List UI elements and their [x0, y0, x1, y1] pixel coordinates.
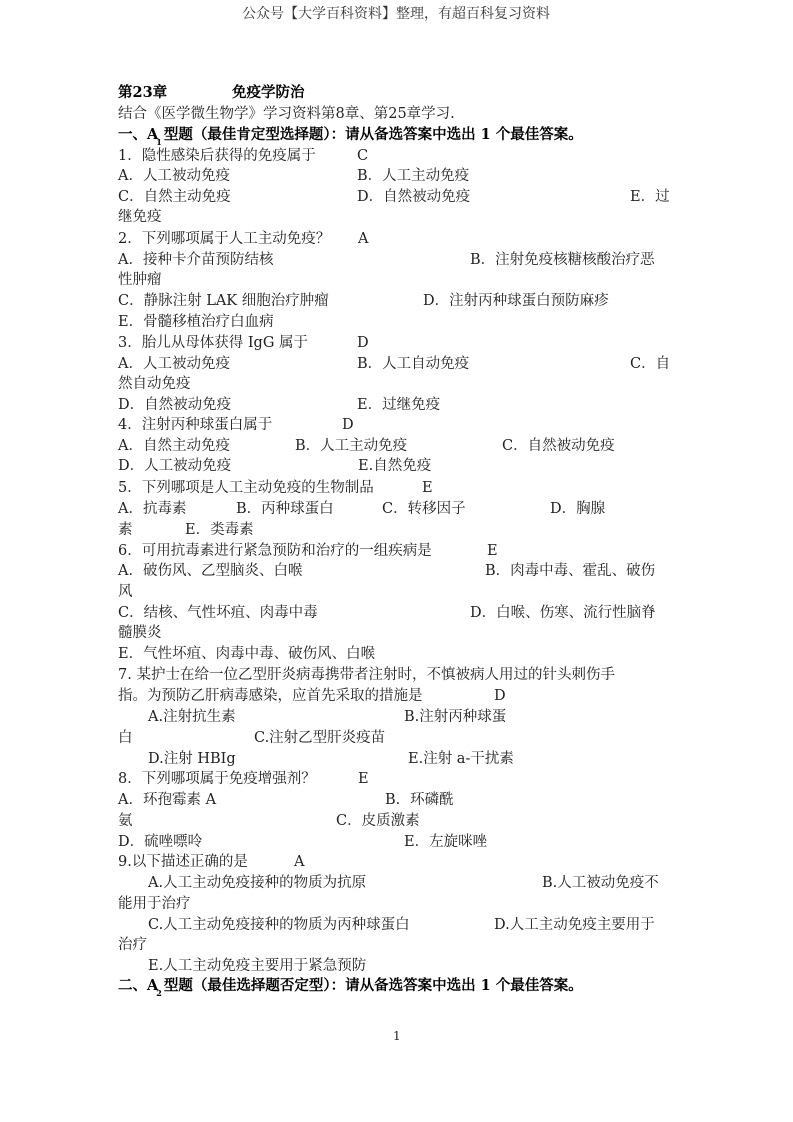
q3-option-c: C．自 [630, 356, 671, 372]
q6-option-b-cont: 风 [118, 584, 133, 600]
q9-option-d: D.人工主动免疫主要用于 [494, 917, 655, 933]
q7-option-e: E.注射 a-干扰素 [408, 751, 514, 767]
q8-option-d: D．硫唑嘌呤 [118, 834, 203, 850]
q5-stem: 5．下列哪项是人工主动免疫的生物制品 [118, 480, 374, 496]
page-number: 1 [393, 1029, 401, 1043]
q1-option-b: B．人工主动免疫 [357, 168, 470, 184]
q5-option-a: A．抗毒素 [118, 501, 187, 517]
chapter-number: 第23章 [118, 84, 168, 101]
q8-option-b: B．环磷酰 [385, 792, 454, 808]
q7-stem: 7. 某护士在给一位乙型肝炎病毒携带者注射时，不慎被病人用过的针头刺伤手 [118, 667, 615, 683]
q1-answer: C [357, 148, 369, 164]
q2-answer: A [358, 231, 369, 247]
q7-option-a: A.注射抗生素 [148, 709, 236, 725]
q2-option-b-cont: 性肿瘤 [118, 272, 162, 288]
q8-option-b-cont: 氨 [118, 813, 133, 829]
section2-rest: 型题（最佳选择题否定型）：请从备选答案中选出 1 个最佳答案。 [163, 977, 583, 994]
q9-option-b-cont: 能用于治疗 [118, 896, 191, 912]
q3-option-c-cont: 然自动免疫 [118, 376, 191, 392]
q9-answer: A [294, 854, 305, 870]
q5-option-d: D．胸腺 [550, 501, 606, 517]
q1-option-a: A．人工被动免疫 [118, 168, 230, 184]
q1-stem: 1．隐性感染后获得的免疫属于 [118, 148, 316, 164]
q7-option-c: C.注射乙型肝炎疫苗 [254, 730, 386, 746]
q3-option-e: E．过继免疫 [357, 397, 441, 413]
q3-stem: 3．胎儿从母体获得 IgG 属于 [118, 335, 309, 351]
q3-option-b: B．人工自动免疫 [357, 356, 470, 372]
q7-option-b: B.注射丙种球蛋 [404, 709, 507, 725]
q1-option-e: E．过 [630, 189, 670, 205]
q6-option-c: C．结核、气性坏疽、肉毒中毒 [118, 605, 318, 621]
q3-answer: D [357, 335, 369, 351]
section2-subscript: 2 [156, 988, 162, 998]
q7-option-b-cont: 白 [118, 730, 133, 746]
q6-stem: 6．可用抗毒素进行紧急预防和治疗的一组疾病是 [118, 543, 432, 559]
q3-option-a: A．人工被动免疫 [118, 356, 230, 372]
q9-option-a: A.人工主动免疫接种的物质为抗原 [148, 875, 367, 891]
q5-option-e: E．类毒素 [185, 522, 254, 538]
q5-option-b: B．丙种球蛋白 [236, 501, 334, 517]
q9-option-b: B.人工被动免疫不 [542, 875, 659, 891]
q9-option-e: E.人工主动免疫主要用于紧急预防 [148, 958, 367, 974]
q5-answer: E [422, 480, 433, 496]
q4-option-b: B．人工主动免疫 [295, 438, 408, 454]
section1-rest: 型题（最佳肯定型选择题）：请从备选答案中选出 1 个最佳答案。 [163, 126, 583, 143]
q2-stem: 2．下列哪项属于人工主动免疫？ [118, 231, 331, 247]
q8-answer: E [358, 771, 369, 787]
q8-option-c: C．皮质激素 [336, 813, 420, 829]
q4-option-d: D．人工被动免疫 [118, 458, 232, 474]
q8-stem: 8．下列哪项属于免疫增强剂？ [118, 771, 316, 787]
q6-option-d: D．白喉、伤寒、流行性脑脊 [470, 605, 656, 621]
q9-option-c: C.人工主动免疫接种的物质为丙种球蛋白 [148, 917, 410, 933]
q9-stem: 9.以下描述正确的是 [118, 854, 248, 870]
q1-option-e-cont: 继免疫 [118, 209, 162, 225]
page-header: 公众号【大学百科资料】整理，有超百科复习资料 [242, 6, 550, 22]
q3-option-d: D．自然被动免疫 [118, 397, 232, 413]
q7-stem-cont: 指。为预防乙肝病毒感染，应首先采取的措施是 [118, 688, 423, 704]
intro-text: 结合《医学微生物学》学习资料第8章、第25章学习. [118, 106, 455, 122]
section-heading-1 [118, 126, 583, 145]
q6-option-a: A．破伤风、乙型脑炎、白喉 [118, 563, 303, 579]
q2-option-b: B．注射免疫核糖核酸治疗恶 [470, 252, 655, 268]
q9-option-d-cont: 治疗 [118, 937, 147, 953]
section-heading-2 [118, 977, 583, 996]
q6-answer: E [487, 543, 498, 559]
q5-option-c: C．转移因子 [382, 501, 466, 517]
q6-option-b: B．肉毒中毒、霍乱、破伤 [485, 563, 656, 579]
section1-prefix: 一、A [118, 126, 159, 143]
q2-option-c: C．静脉注射 LAK 细胞治疗肿瘤 [118, 293, 329, 309]
q7-answer: D [494, 688, 506, 704]
q8-option-a: A．环孢霉素 A [118, 792, 217, 808]
chapter-title: 免疫学防治 [232, 84, 305, 101]
q1-option-d: D．自然被动免疫 [357, 189, 471, 205]
q4-option-e: E.自然免疫 [358, 458, 432, 474]
section2-prefix: 二、A [118, 977, 159, 994]
q5-option-d-cont: 素 [118, 522, 133, 538]
q2-option-a: A．接种卡介苗预防结核 [118, 252, 274, 268]
q4-stem: 4．注射丙种球蛋白属于 [118, 417, 273, 433]
q4-option-c: C．自然被动免疫 [502, 438, 615, 454]
q7-option-d: D.注射 HBIg [148, 751, 236, 767]
q4-answer: D [342, 417, 354, 433]
q1-option-c: C．自然主动免疫 [118, 189, 231, 205]
q2-option-e: E．骨髓移植治疗白血病 [118, 314, 274, 330]
section1-subscript: 1 [156, 137, 162, 147]
q8-option-e: E．左旋咪唑 [404, 834, 488, 850]
q2-option-d: D．注射丙种球蛋白预防麻疹 [423, 293, 609, 309]
q4-option-a: A．自然主动免疫 [118, 438, 230, 454]
q6-option-e: E．气性坏疽、肉毒中毒、破伤风、白喉 [118, 646, 376, 662]
q6-option-d-cont: 髓膜炎 [118, 625, 162, 641]
